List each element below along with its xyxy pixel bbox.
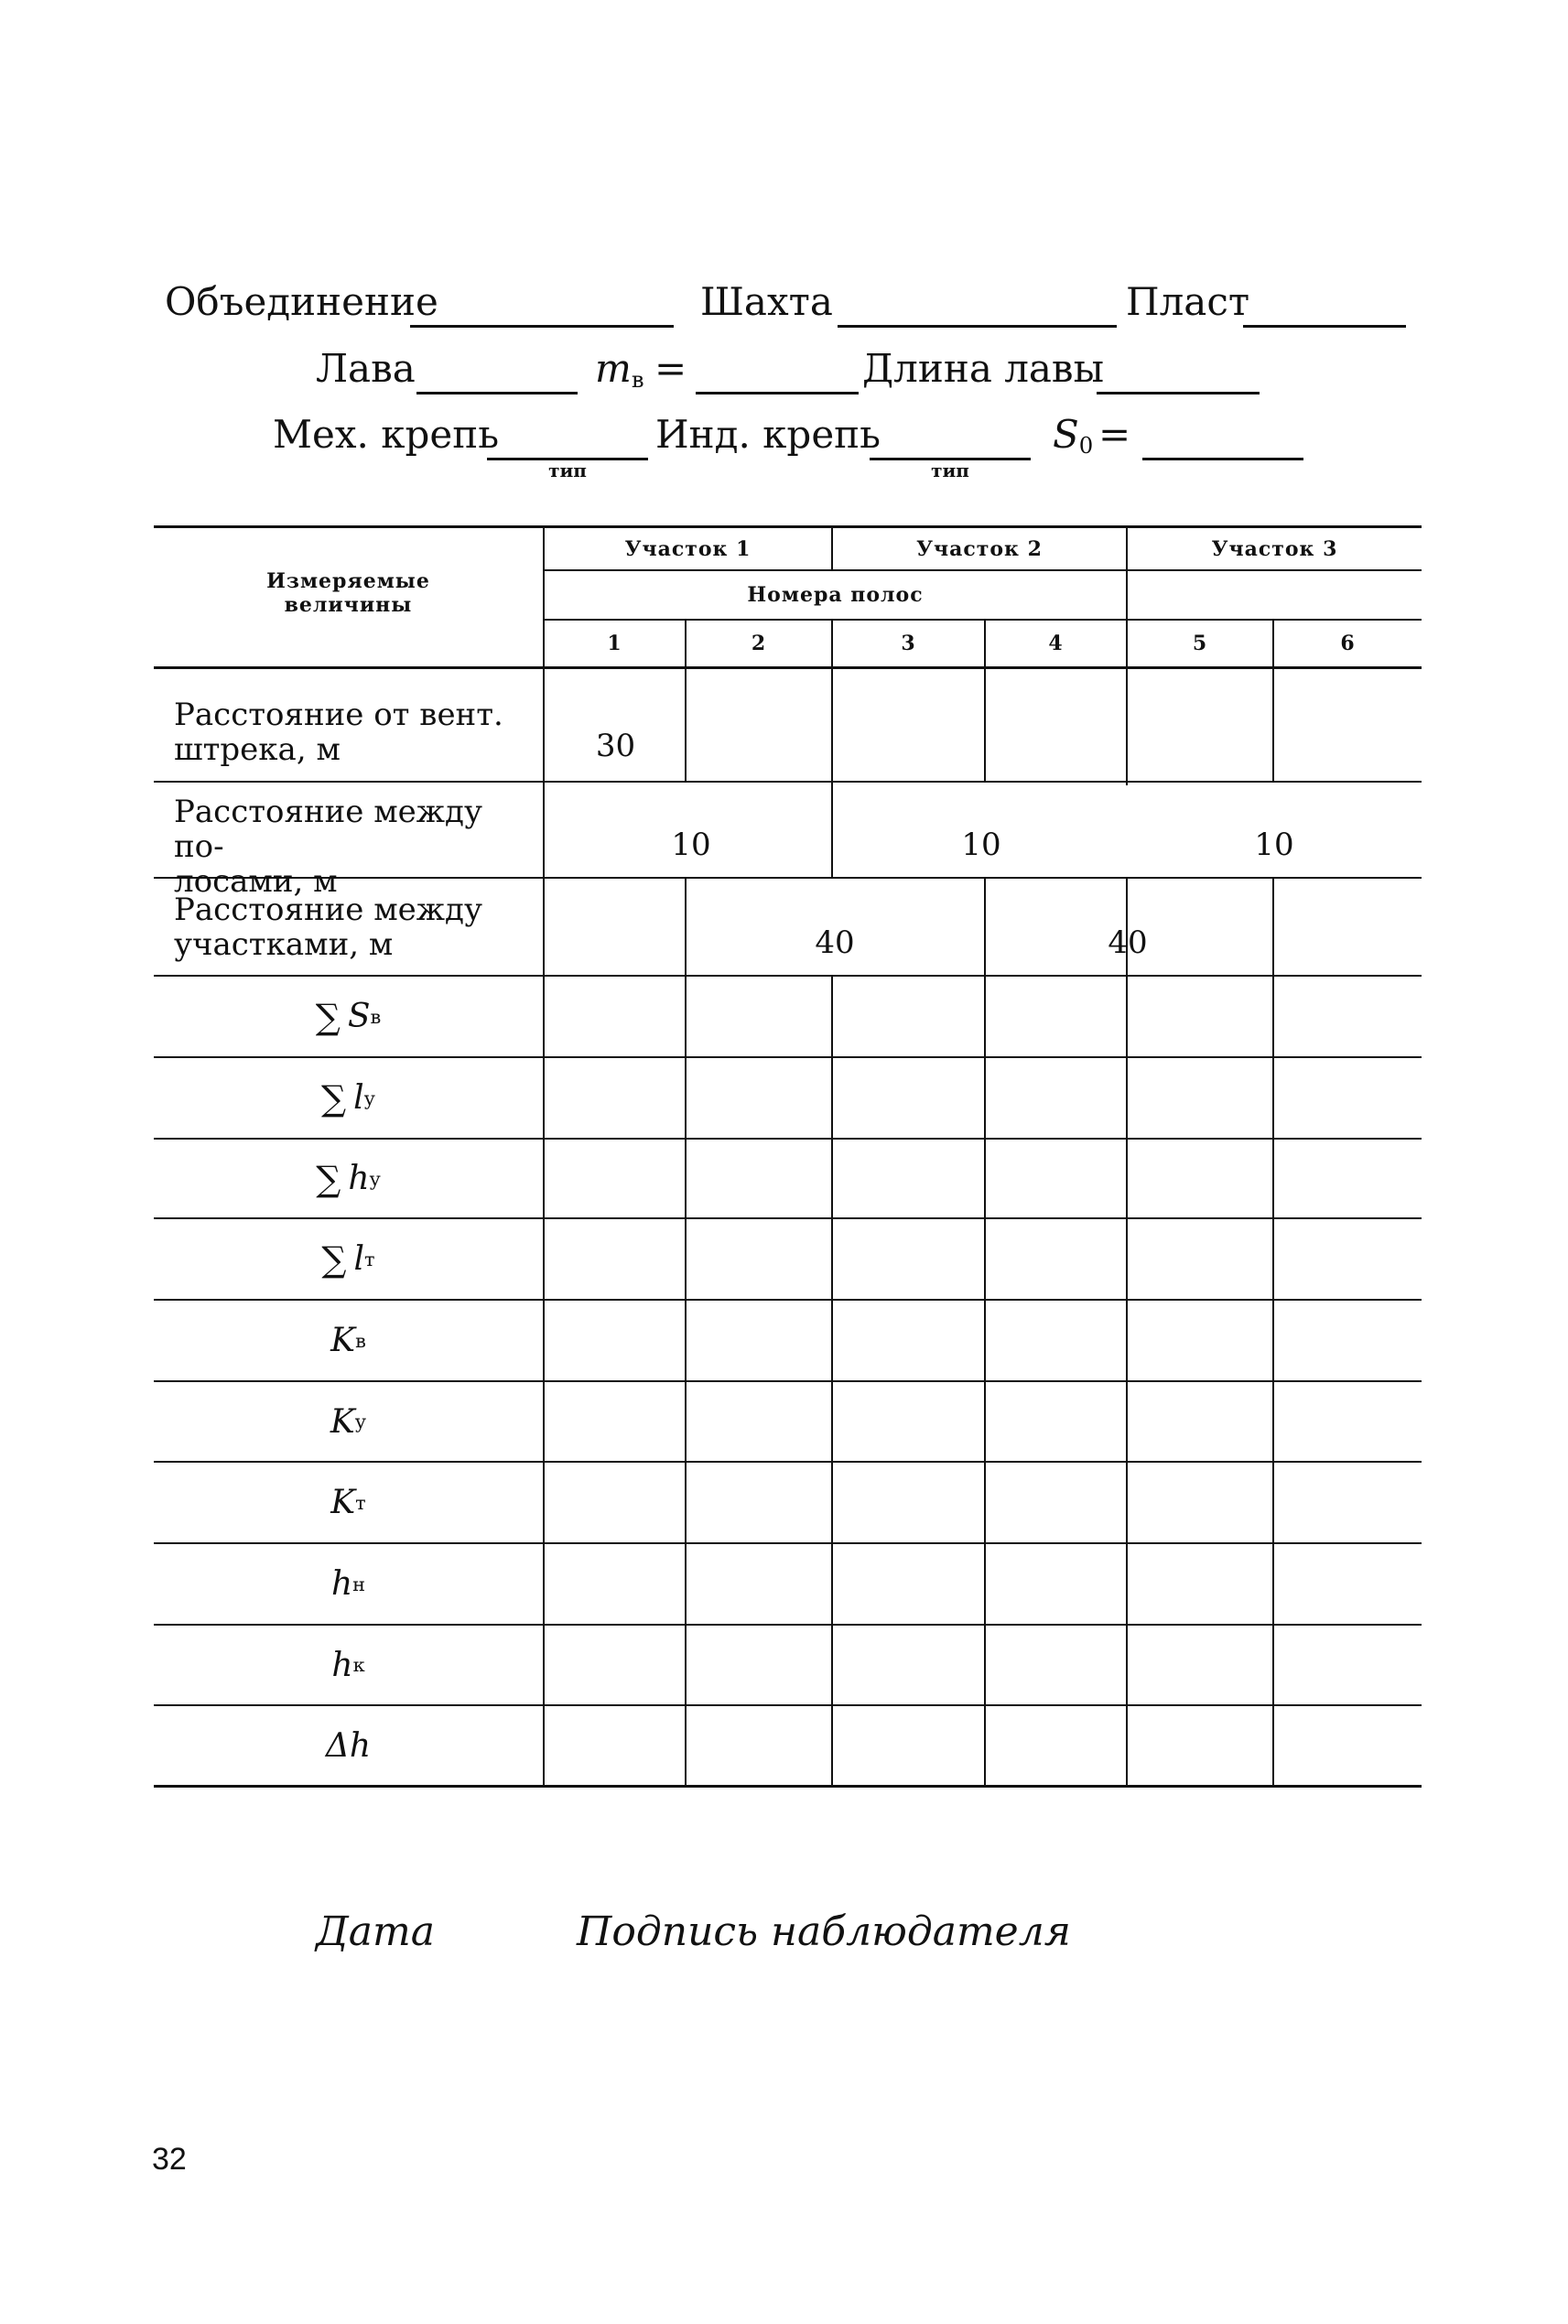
col-rule — [1126, 975, 1128, 1788]
column-6-header: 6 — [1340, 632, 1356, 655]
longwall-length-blank — [1097, 392, 1260, 395]
col-rule — [831, 975, 833, 1788]
strip-numbers-header: Номера полос — [747, 583, 924, 607]
seam-blank — [1243, 325, 1406, 328]
longwall-label: Лава — [316, 346, 416, 391]
section-3-header: Участок 3 — [1211, 536, 1338, 561]
value-distance-strips-3: 10 — [1254, 827, 1294, 863]
value-distance-vent: 30 — [595, 728, 636, 764]
mine-blank — [838, 325, 1117, 328]
page-number: 32 — [152, 2142, 187, 2177]
ind-support-label: Инд. крепь — [655, 412, 881, 457]
m-blank — [696, 392, 859, 395]
longwall-blank — [416, 392, 578, 395]
m-equals: = — [654, 346, 687, 391]
row-h-k: h к — [331, 1646, 365, 1684]
value-distance-sections-2: 40 — [1108, 924, 1148, 961]
mech-support-label: Мех. крепь — [273, 412, 500, 457]
col-rule — [1272, 877, 1274, 1788]
mech-support-type-caption: тип — [548, 459, 587, 481]
table-bottom-rule — [154, 1785, 1422, 1788]
observer-signature-label: Подпись наблюдателя — [577, 1908, 1071, 1955]
row-sum-s-v: ∑ S в — [315, 996, 382, 1037]
column-3-header: 3 — [901, 632, 916, 655]
date-label: Дата — [316, 1908, 435, 1955]
header-bottom-rule — [154, 666, 1422, 669]
section-1-header: Участок 1 — [624, 536, 752, 561]
column-2-header: 2 — [751, 632, 767, 655]
association-blank — [410, 325, 674, 328]
seam-label: Пласт — [1126, 279, 1250, 324]
mine-label: Шахта — [700, 279, 833, 324]
s0-symbol: $S_0$ — [1053, 412, 1094, 459]
value-distance-sections-1: 40 — [815, 924, 855, 961]
ind-support-type-caption: тип — [931, 459, 969, 481]
s0-blank — [1142, 458, 1303, 460]
col-rule-label — [543, 525, 545, 1788]
row-label-distance-strips: Расстояние между по- лосами, м — [174, 794, 482, 900]
value-distance-strips-1: 10 — [671, 827, 711, 863]
m-symbol: $m_в$ — [595, 346, 644, 394]
section-2-header: Участок 2 — [916, 536, 1043, 561]
column-1-header: 1 — [607, 632, 622, 655]
column-5-header: 5 — [1192, 632, 1208, 655]
row-sum-h-y: ∑ h у — [316, 1158, 381, 1199]
col-rule — [685, 877, 687, 1788]
row-label-distance-sections: Расстояние между участками, м — [174, 892, 482, 963]
row-sum-l-t: ∑ l т — [321, 1238, 375, 1280]
column-4-header: 4 — [1048, 632, 1064, 655]
row-rule — [154, 781, 1422, 783]
measured-quantities-header: Измеряемые величины — [266, 568, 430, 617]
row-delta-h: Δh — [325, 1726, 372, 1765]
row-k-y: K у — [330, 1402, 367, 1441]
row-k-v: K в — [330, 1322, 366, 1359]
row-label-distance-vent: Расстояние от вент. штрека, м — [174, 697, 503, 768]
value-distance-strips-2: 10 — [961, 827, 1001, 863]
col-rule — [984, 877, 986, 1788]
row-sum-l-y: ∑ l у — [321, 1077, 375, 1119]
association-label: Объединение — [165, 279, 438, 324]
s0-equals: = — [1098, 412, 1131, 457]
longwall-length-label: Длина лавы — [862, 346, 1104, 391]
row-k-t: K т — [330, 1484, 366, 1521]
row-h-n: h н — [330, 1565, 366, 1603]
